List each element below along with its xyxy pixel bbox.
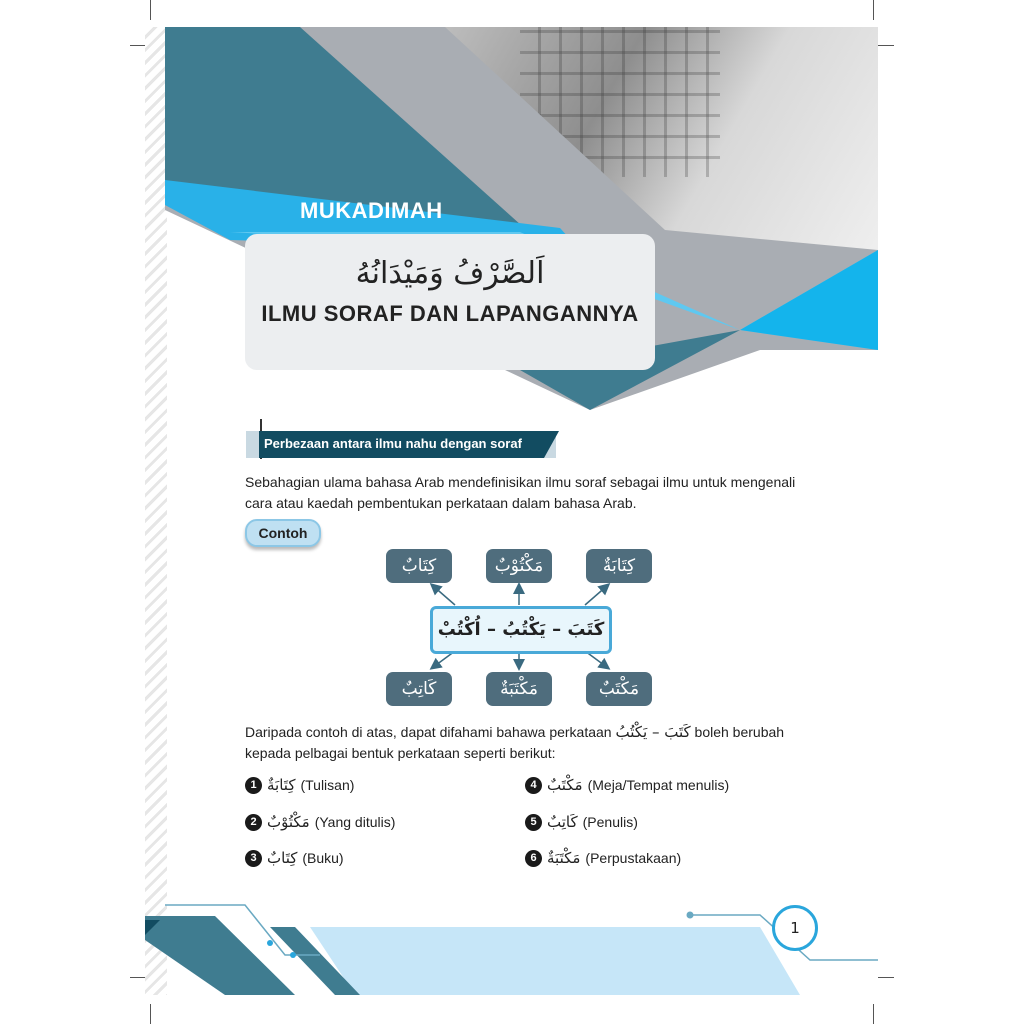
diagram-box-bottom: كَاتِبٌ bbox=[386, 672, 452, 706]
explanation-text: boleh berubah bbox=[694, 724, 785, 740]
intro-line-2: cara atau kaedah pembentukan perkataan dalam bahasa Arab. bbox=[245, 495, 637, 511]
number-badge: 5 bbox=[525, 814, 542, 831]
example-label: Contoh bbox=[245, 519, 321, 547]
diagram-box-bottom: مَكْتَبٌ bbox=[586, 672, 652, 706]
diagram-box-top: كِتَابَةٌ bbox=[586, 549, 652, 583]
diagram-box-bottom: مَكْتَبَةٌ bbox=[486, 672, 552, 706]
explanation-line-1 bbox=[245, 722, 784, 743]
arabic-word: كَاتِبٌ bbox=[547, 813, 578, 831]
explanation-line-2: kepada pelbagai bentuk perkataan seperti berikut: bbox=[245, 745, 556, 761]
meaning: (Perpustakaan) bbox=[585, 850, 682, 866]
diagram-center-box: كَتَبَ – يَكْتُبُ – اُكْتُبْ bbox=[430, 606, 612, 654]
arabic-word: مَكْتَبَةٌ bbox=[547, 849, 581, 867]
arabic-title: اَلصَّرْفُ وَمَيْدَانُهُ bbox=[355, 256, 545, 291]
number-badge: 2 bbox=[245, 814, 262, 831]
diagram-box-top: مَكْتُوْبٌ bbox=[486, 549, 552, 583]
list-item bbox=[525, 849, 681, 867]
list-item bbox=[525, 813, 638, 831]
arabic-word: كِتَابٌ bbox=[267, 849, 298, 867]
intro-line-1: Sebahagian ulama bahasa Arab mendefinisikan ilmu soraf sebagai ilmu untuk mengenali bbox=[245, 474, 796, 490]
number-badge: 6 bbox=[525, 850, 542, 867]
explanation-text: Daripada contoh di atas, dapat difahami bahawa perkataan bbox=[245, 724, 612, 740]
section-heading-text: Perbezaan antara ilmu nahu dengan soraf bbox=[264, 436, 522, 451]
list-item bbox=[525, 776, 729, 794]
meaning: (Yang ditulis) bbox=[314, 814, 396, 830]
list-item bbox=[245, 776, 354, 794]
arabic-word: كِتَابَةٌ bbox=[267, 776, 296, 794]
arabic-word: مَكْتُوْبٌ bbox=[267, 813, 310, 831]
section-label: MUKADIMAH bbox=[300, 198, 443, 223]
meaning: (Penulis) bbox=[582, 814, 638, 830]
footer-shapes bbox=[0, 880, 1024, 1024]
number-badge: 1 bbox=[245, 777, 262, 794]
list-item bbox=[245, 849, 344, 867]
explanation-arabic: كَتَبَ – يَكْتُبُ bbox=[615, 723, 691, 741]
meaning: (Tulisan) bbox=[300, 777, 355, 793]
list-item bbox=[245, 813, 395, 831]
diagram-box-top: كِتَابٌ bbox=[386, 549, 452, 583]
meaning: (Buku) bbox=[302, 850, 344, 866]
number-badge: 4 bbox=[525, 777, 542, 794]
number-badge: 3 bbox=[245, 850, 262, 867]
meaning: (Meja/Tempat menulis) bbox=[587, 777, 730, 793]
page-title: ILMU SORAF DAN LAPANGANNYA bbox=[261, 301, 639, 326]
arabic-word: مَكْتَبٌ bbox=[547, 776, 583, 794]
page-number: 1 bbox=[772, 905, 818, 951]
